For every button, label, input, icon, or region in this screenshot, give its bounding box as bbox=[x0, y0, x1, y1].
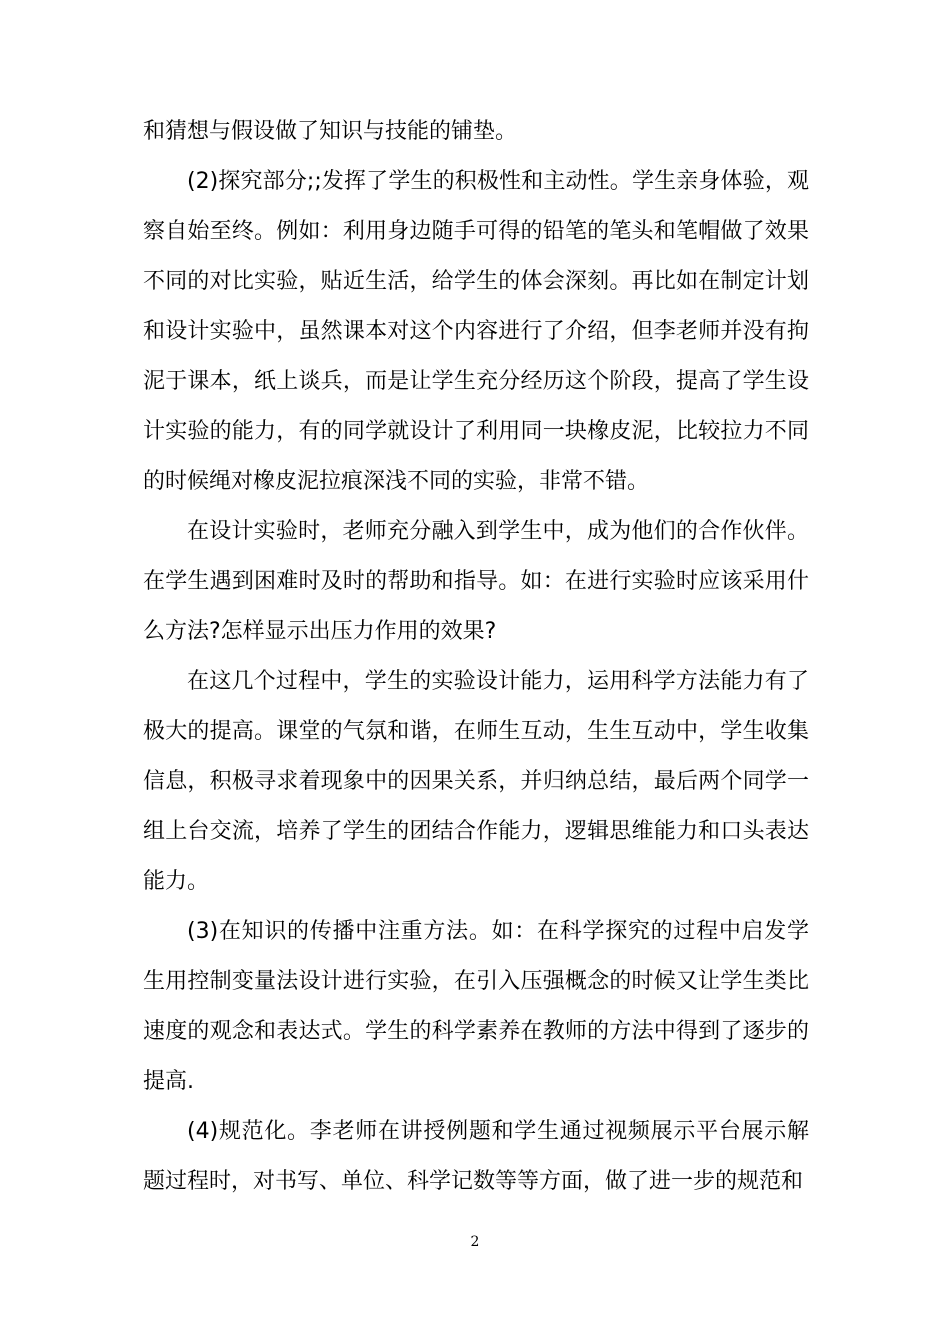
paragraph-standardization: (4)规范化。李老师在讲授例题和学生通过视频展示平台展示解题过程时，对书写、单位、科学记数等等方面，做了进一步的规范和 bbox=[143, 1119, 809, 1194]
paragraph-methods: (3)在知识的传播中注重方法。如：在科学探究的过程中启发学生用控制变量法设计进行实验，在引入压强概念的时候又让学生类比速度的观念和表达式。学生的科学素养在教师的方法中得到了逐步的提高. bbox=[143, 919, 809, 1094]
body-text bbox=[143, 107, 809, 1207]
paragraph-continuation: 和猜想与假设做了知识与技能的铺垫。 bbox=[143, 119, 518, 144]
paragraph-experiment-design: 在设计实验时，老师充分融入到学生中，成为他们的合作伙伴。在学生遇到困难时及时的帮助和指导。如：在进行实验时应该采用什么方法?怎样显示出压力作用的效果? bbox=[143, 519, 809, 644]
paragraph-inquiry: (2)探究部分;;发挥了学生的积极性和主动性。学生亲身体验，观察自始至终。例如：利用身边随手可得的铅笔的笔头和笔帽做了效果不同的对比实验，贴近生活，给学生的体会深刻。再比如在制定计划和设计实验中，虽然课本对这个内容进行了介绍，但李老师并没有拘泥于课本，纸上谈兵，而是让学生充分经历这个阶段，提高了学生设计实验的能力，有的同学就设计了利用同一块橡皮泥，比较拉力不同的时候绳对橡皮泥拉痕深浅不同的实验，非常不错。 bbox=[143, 169, 809, 494]
paragraph-process: 在这几个过程中，学生的实验设计能力，运用科学方法能力有了极大的提高。课堂的气氛和谐，在师生互动，生生互动中，学生收集信息，积极寻求着现象中的因果关系，并归纳总结，最后两个同学一组上台交流，培养了学生的团结合作能力，逻辑思维能力和口头表达能力。 bbox=[143, 669, 809, 894]
page-number: 2 bbox=[470, 1234, 480, 1250]
